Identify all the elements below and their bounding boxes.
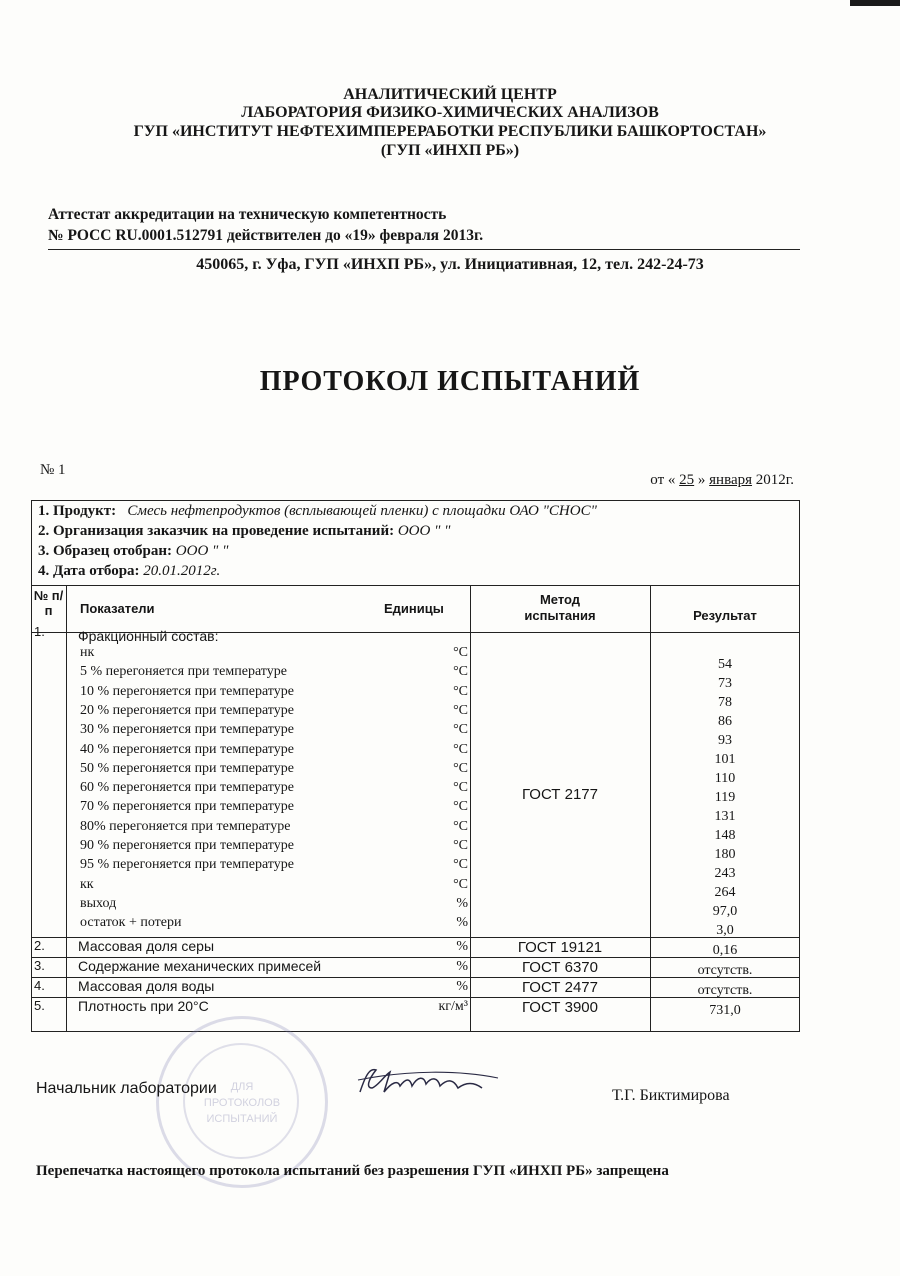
header-line-2: ЛАБОРАТОРИЯ ФИЗИКО-ХИМИЧЕСКИХ АНАЛИЗОВ (241, 104, 659, 121)
row-method: ГОСТ 6370 (522, 959, 598, 976)
info-customer: 2. Организация заказчик на проведение испытаний: ООО " " (38, 523, 451, 539)
fraction-unit: °C (453, 683, 468, 699)
row-number: 3. (34, 958, 45, 973)
fraction-label: кк (80, 876, 94, 892)
column-header-num: № п/п (33, 588, 64, 618)
column-header-units: Единицы (384, 601, 444, 616)
row-method: ГОСТ 3900 (522, 999, 598, 1016)
fraction-value: 78 (718, 695, 732, 710)
fraction-value: 180 (714, 847, 736, 862)
info-product: 1. Продукт: Смесь нефтепродуктов (всплывающей пленки) с площадки ОАО "СНОС" (38, 503, 597, 519)
fraction-unit: °C (453, 645, 468, 660)
row-unit: % (456, 979, 468, 994)
fraction-title: Фракционный состав: (78, 628, 219, 644)
table-line (31, 585, 800, 586)
header-line-4: (ГУП «ИНХП РБ») (380, 142, 520, 159)
fraction-unit: °C (453, 857, 468, 873)
fraction-unit: % (456, 915, 468, 931)
row-value: отсутств. (697, 983, 753, 998)
fraction-value: 97,0 (712, 904, 738, 919)
protocol-number: № 1 (40, 462, 66, 478)
fraction-label: 80% перегоняется при температуре (80, 818, 291, 834)
fraction-value: 148 (714, 828, 736, 843)
fraction-method: ГОСТ 2177 (522, 786, 598, 803)
fraction-label: 95 % перегоняется при температуре (80, 857, 294, 873)
fraction-unit: °C (453, 664, 468, 680)
header-divider (48, 249, 800, 250)
row-1-number: 1. (34, 624, 45, 639)
fraction-unit: °C (453, 722, 468, 738)
fraction-label: 30 % перегоняется при температуре (80, 722, 294, 738)
fraction-label: 60 % перегоняется при температуре (80, 780, 294, 796)
stamp-icon: ДЛЯ ПРОТОКОЛОВ ИСПЫТАНИЙ (156, 1016, 328, 1188)
footer-note: Перепечатка настоящего протокола испытаний без разрешения ГУП «ИНХП РБ» запрещена (36, 1163, 669, 1179)
fraction-label: выход (80, 895, 117, 911)
fraction-value: 101 (714, 752, 736, 767)
fraction-label: 10 % перегоняется при температуре (80, 683, 294, 699)
row-unit: кг/м³ (438, 999, 468, 1014)
fraction-value: 131 (714, 809, 736, 824)
row-label: Содержание механических примесей (78, 958, 322, 974)
row-value: отсутств. (697, 963, 753, 978)
row-number: 4. (34, 978, 45, 993)
fraction-value: 243 (714, 866, 736, 881)
fraction-unit: °C (453, 799, 468, 815)
fraction-unit: % (456, 895, 468, 911)
row-label: Массовая доля серы (78, 938, 215, 954)
row-number: 2. (34, 938, 45, 953)
header-line-3: ГУП «ИНСТИТУТ НЕФТЕХИМПЕРЕРАБОТКИ РЕСПУБЛИКИ БАШКОРТОСТАН» (133, 123, 767, 140)
row-unit: % (456, 939, 468, 954)
fraction-value: 73 (718, 676, 732, 691)
fraction-unit: °C (453, 876, 468, 892)
column-header-indicator: Показатели (80, 601, 155, 616)
protocol-date: от « 25 » января 2012г. (650, 472, 794, 488)
fraction-value: 93 (718, 733, 732, 748)
accreditation-line-2: № РОСС RU.0001.512791 действителен до «19» февраля 2013г. (48, 227, 484, 244)
fraction-value: 54 (718, 657, 732, 672)
row-label: Плотность при 20°C (78, 998, 209, 1014)
info-sample-date: 4. Дата отбора: 20.01.2012г. (38, 563, 221, 579)
row-value: 731,0 (709, 1003, 741, 1018)
row-label: Массовая доля воды (78, 978, 215, 994)
table-line (66, 585, 67, 1032)
fraction-label: 40 % перегоняется при температуре (80, 741, 294, 757)
row-value: 0,16 (712, 943, 738, 958)
signature-position: Начальник лаборатории (36, 1080, 217, 1097)
fraction-unit: °C (453, 760, 468, 776)
fraction-value: 264 (714, 885, 736, 900)
row-number: 5. (34, 998, 45, 1013)
row-method: ГОСТ 2477 (522, 979, 598, 996)
row-method: ГОСТ 19121 (517, 939, 603, 956)
fraction-unit: °C (453, 780, 468, 796)
fraction-value: 3,0 (716, 923, 734, 938)
header-line-1: АНАЛИТИЧЕСКИЙ ЦЕНТР (343, 86, 557, 103)
fraction-unit: °C (453, 838, 468, 853)
fraction-value: 86 (718, 714, 732, 729)
fraction-unit: °C (453, 818, 468, 834)
fraction-value: 110 (714, 771, 736, 786)
accreditation-line-1: Аттестат аккредитации на техническую компетентность (48, 206, 447, 223)
fraction-label: 50 % перегоняется при температуре (80, 760, 294, 776)
document-title: ПРОТОКОЛ ИСПЫТАНИЙ (259, 366, 641, 397)
column-header-method: Метод испытания (524, 592, 596, 623)
fraction-label: 70 % перегоняется при температуре (80, 799, 294, 815)
fraction-label: 90 % перегоняется при температуре (80, 838, 294, 853)
fraction-value: 119 (714, 790, 736, 805)
fraction-label: 5 % перегоняется при температуре (80, 664, 287, 680)
fraction-label: 20 % перегоняется при температуре (80, 702, 294, 718)
column-header-result: Результат (693, 608, 757, 623)
signature-name: Т.Г. Биктимирова (612, 1087, 730, 1104)
fraction-label: остаток + потери (80, 915, 182, 931)
fraction-unit: °C (453, 702, 468, 718)
fraction-label: нк (80, 645, 95, 660)
fraction-unit: °C (453, 741, 468, 757)
scan-corner-mark (850, 0, 900, 6)
address: 450065, г. Уфа, ГУП «ИНХП РБ», ул. Инициативная, 12, тел. 242-24-73 (196, 256, 704, 273)
row-unit: % (456, 959, 468, 974)
signature-icon (348, 1058, 508, 1110)
info-sampler: 3. Образец отобран: ООО " " (38, 543, 229, 559)
